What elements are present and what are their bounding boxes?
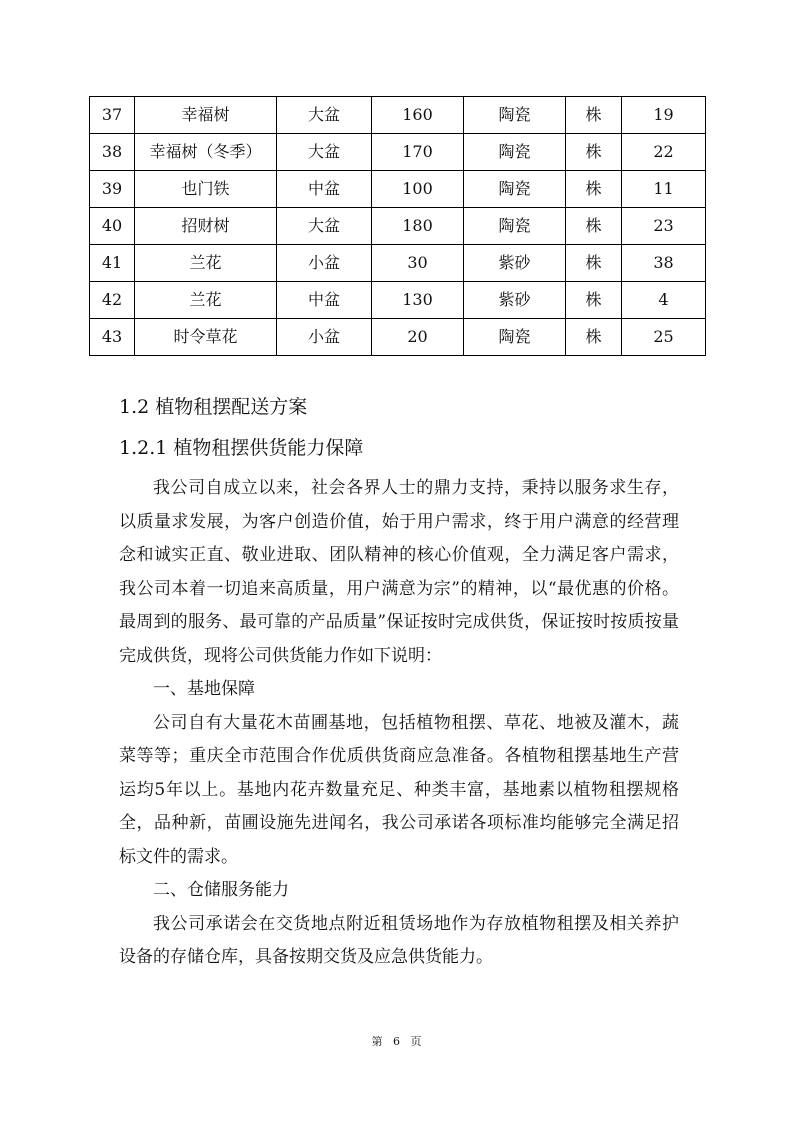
- cell-quantity: 23: [622, 208, 706, 245]
- cell-unit: 株: [566, 97, 622, 134]
- cell-unit: 株: [566, 319, 622, 356]
- cell-material: 陶瓷: [464, 171, 566, 208]
- cell-pot-size: 中盆: [277, 171, 372, 208]
- cell-quantity: 4: [622, 282, 706, 319]
- table-row: [90, 171, 706, 208]
- cell-plant-name: 时令草花: [135, 319, 277, 356]
- table-row: [90, 319, 706, 356]
- cell-pot-size: 大盆: [277, 134, 372, 171]
- table-body: [90, 97, 706, 356]
- cell-index: 37: [90, 97, 135, 134]
- cell-index: 38: [90, 134, 135, 171]
- table-row: [90, 208, 706, 245]
- cell-material: 陶瓷: [464, 208, 566, 245]
- subheading-base: 一、基地保障: [153, 679, 255, 699]
- cell-index: 41: [90, 245, 135, 282]
- cell-plant-name: 兰花: [135, 282, 277, 319]
- cell-value: 180: [372, 208, 464, 245]
- cell-material: 陶瓷: [464, 97, 566, 134]
- cell-quantity: 19: [622, 97, 706, 134]
- cell-pot-size: 大盆: [277, 208, 372, 245]
- section-heading-1-2: 1.2 植物租摆配送方案: [119, 396, 308, 418]
- cell-plant-name: 幸福树（冬季）: [135, 134, 277, 171]
- plant-rental-table: [89, 96, 706, 356]
- cell-material: 紫砂: [464, 282, 566, 319]
- footer-suffix: 页: [410, 1035, 422, 1048]
- cell-unit: 株: [566, 282, 622, 319]
- cell-index: 40: [90, 208, 135, 245]
- cell-pot-size: 小盆: [277, 319, 372, 356]
- paragraph-storage: 我公司承诺会在交货地点附近租赁场地作为存放植物租摆及相关养护设备的存储仓库，具备按期交货及应急供货能力。: [119, 913, 679, 967]
- table-row: [90, 97, 706, 134]
- cell-index: 42: [90, 282, 135, 319]
- footer-prefix: 第: [371, 1035, 383, 1048]
- page-footer: [0, 1033, 793, 1049]
- cell-quantity: 22: [622, 134, 706, 171]
- cell-unit: 株: [566, 208, 622, 245]
- cell-plant-name: 兰花: [135, 245, 277, 282]
- cell-quantity: 25: [622, 319, 706, 356]
- body-text: [119, 472, 679, 975]
- cell-plant-name: 也门铁: [135, 171, 277, 208]
- cell-index: 43: [90, 319, 135, 356]
- cell-value: 20: [372, 319, 464, 356]
- table-row: [90, 245, 706, 282]
- cell-material: 陶瓷: [464, 134, 566, 171]
- cell-plant-name: 招财树: [135, 208, 277, 245]
- table-row: [90, 282, 706, 319]
- paragraph-base: 公司自有大量花木苗圃基地，包括植物租摆、草花、地被及灌木，蔬菜等等；重庆全市范围合作优质供货商应急准备。各植物租摆基地生产营运均5年以上。基地内花卉数量充足、种类丰富，基地素以植物租摆规格全，品种新，苗圃设施先进闻名，我公司承诺各项标准均能够完全满足招标文件的需求。: [119, 712, 679, 867]
- cell-value: 30: [372, 245, 464, 282]
- cell-quantity: 38: [622, 245, 706, 282]
- cell-index: 39: [90, 171, 135, 208]
- cell-value: 170: [372, 134, 464, 171]
- paragraph-intro: 我公司自成立以来，社会各界人士的鼎力支持，秉持以服务求生存，以质量求发展，为客户创造价值，始于用户需求，终于用户满意的经营理念和诚实正直、敬业进取、团队精神的核心价值观，全力满足客户需求，我公司本着一切追来高质量，用户满意为宗”的精神，以“最优惠的价格。最周到的服务、最可靠的产品质量”保证按时完成供货，保证按时按质按量完成供货，现将公司供货能力作如下说明：: [119, 478, 679, 666]
- page-number: 6: [393, 1035, 400, 1048]
- cell-plant-name: 幸福树: [135, 97, 277, 134]
- section-heading-1-2-1: 1.2.1 植物租摆供货能力保障: [119, 437, 364, 459]
- cell-pot-size: 小盆: [277, 245, 372, 282]
- cell-material: 紫砂: [464, 245, 566, 282]
- table-row: [90, 134, 706, 171]
- cell-value: 100: [372, 171, 464, 208]
- cell-material: 陶瓷: [464, 319, 566, 356]
- subheading-storage: 二、仓储服务能力: [153, 880, 289, 900]
- cell-pot-size: 大盆: [277, 97, 372, 134]
- cell-quantity: 11: [622, 171, 706, 208]
- cell-pot-size: 中盆: [277, 282, 372, 319]
- cell-unit: 株: [566, 245, 622, 282]
- cell-unit: 株: [566, 134, 622, 171]
- cell-value: 130: [372, 282, 464, 319]
- cell-unit: 株: [566, 171, 622, 208]
- cell-value: 160: [372, 97, 464, 134]
